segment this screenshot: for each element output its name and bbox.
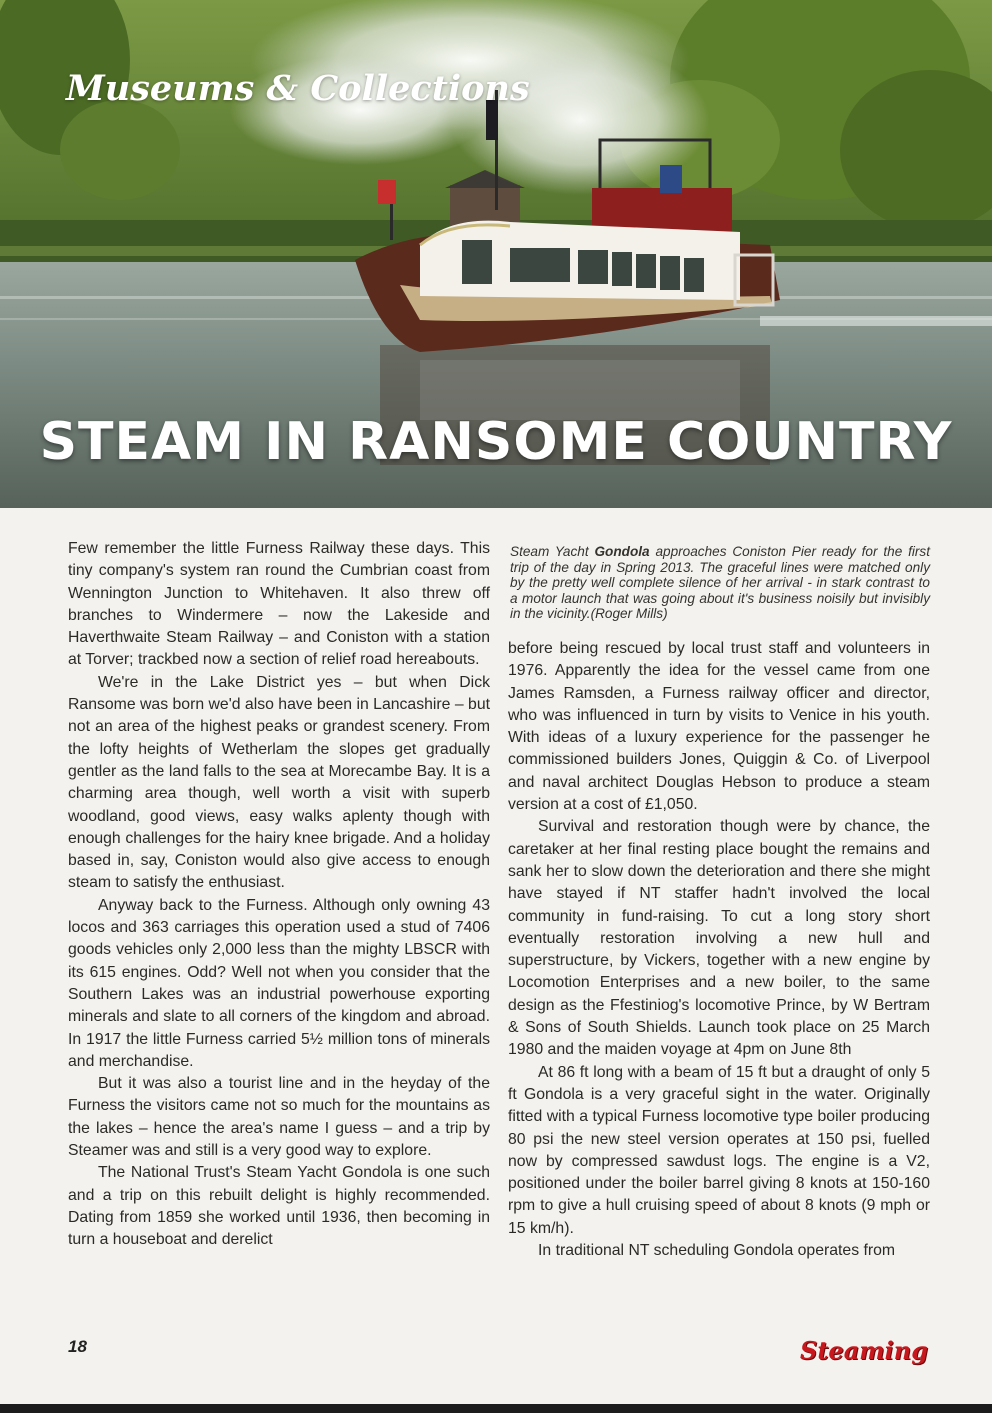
left-column [68, 538, 490, 1252]
body-paragraph: The National Trust's Steam Yacht Gondola is one such and a trip on this rebuilt delight is highly recommended. Dating from 1859 she worked until 1936, then becoming in turn a houseboat and derelict [68, 1164, 490, 1249]
hero-photo [0, 0, 992, 508]
caption-vessel-name: Gondola [594, 544, 650, 559]
photo-caption [510, 544, 930, 622]
body-paragraph: At 86 ft long with a beam of 15 ft but a draught of only 5 ft Gondola is a very graceful sight in the water. Originally fitted with a typical Furness locomotive type boiler producing 80 psi the new steel version operates at 150 psi, fuelled now by compressed sawdust logs. The engine is a V2, positioned under the boiler barrel giving 8 knots at 150-160 rpm to give a hull cruising speed of about 8 knots (9 mph or 15 km/h). [508, 1063, 930, 1237]
body-paragraph: before being rescued by local trust staff and volunteers in 1976. Apparently the idea for the vessel came from one James Ramsden, a Furness railway officer and director, who was influenced in turn by visits to Venice in his youth. With ideas of a luxury experience for the passenger he commissioned builders Jones, Quiggin & Co. of Liverpool and naval architect Douglas Hebson to produce a steam version at a cost of £1,050. [508, 639, 930, 814]
section-title: Museums & Collections [66, 68, 530, 109]
body-paragraph: Survival and restoration though were by chance, the caretaker at her final resting place bought the remains and sank her to slow down the deterioration and there she might have stayed if NT staffer hadn't involved the local community in fund-raising. To cut a long story short eventually restoration involving a new hull and superstructure, by Vickers, together with a new engine by Locomotion Enterprises and a new boiler, to the same design as the Ffestiniog's locomotive Prince, by W Bertram & Sons of South Shields. Launch took place on 25 March 1980 and the maiden voyage at 4pm on June 8th [508, 818, 930, 1059]
caption-prefix: Steam Yacht [510, 544, 595, 559]
body-paragraph: Anyway back to the Furness. Although only owning 43 locos and 363 carriages this operation used a stud of 7406 goods vehicles only 2,000 less than the mighty LBSCR with its 615 engines. Odd? Well not when you consider that the Southern Lakes was an industrial powerhouse exporting minerals and slate to all corners of the kingdom and abroad. In 1917 the little Furness carried 5½ million tons of minerals and merchandise. [68, 896, 490, 1070]
bottom-rule [0, 1404, 992, 1413]
page-number: 18 [68, 1337, 87, 1356]
right-column [508, 538, 930, 1262]
body-paragraph: But it was also a tourist line and in the heyday of the Furness the visitors came not so much for the mountains as the lakes – hence the area's name I guess – and a trip by Steamer was and still is a very good way to explore. [68, 1075, 490, 1160]
caption-text: approaches Coniston Pier ready for the first trip of the day in Spring 2013. The graceful lines were matched only by the pretty well complete silence of her arrival - in stark contrast to a motor launch that was going about it's business noisily but invisibly in the vicinity.(Roger Mills) [510, 544, 930, 622]
body-paragraph: We're in the Lake District yes – but when Dick Ransome was born we'd also have been in Lancashire – but not an area of the highest peaks or grandest scenery. From the lofty heights of Wetherlam the slopes get gradually gentler as the land falls to the sea at Morecambe Bay. It is a charming area though, well worth a visit with superb woodland, good views, easy walks aplenty though with enough challenges for the hairy knee brigade. And a holiday based in, say, Coniston would also give access to enough steam to satisfy the enthusiast. [68, 673, 490, 892]
brand-wordmark: Steaming [800, 1336, 928, 1365]
body-paragraph: Few remember the little Furness Railway these days. This tiny company's system ran round the Cumbrian coast from Wennington Junction to Whitehaven. It also threw off branches to Windermere – now the Lakeside and Haverthwaite Steam Railway – and Coniston with a station at Torver; trackbed now a section of relief road hereabouts. [68, 540, 490, 669]
article-headline: STEAM IN RANSOME COUNTRY [39, 412, 953, 472]
body-paragraph: In traditional NT scheduling Gondola operates from [538, 1241, 896, 1259]
steaming-logo [800, 1334, 928, 1368]
